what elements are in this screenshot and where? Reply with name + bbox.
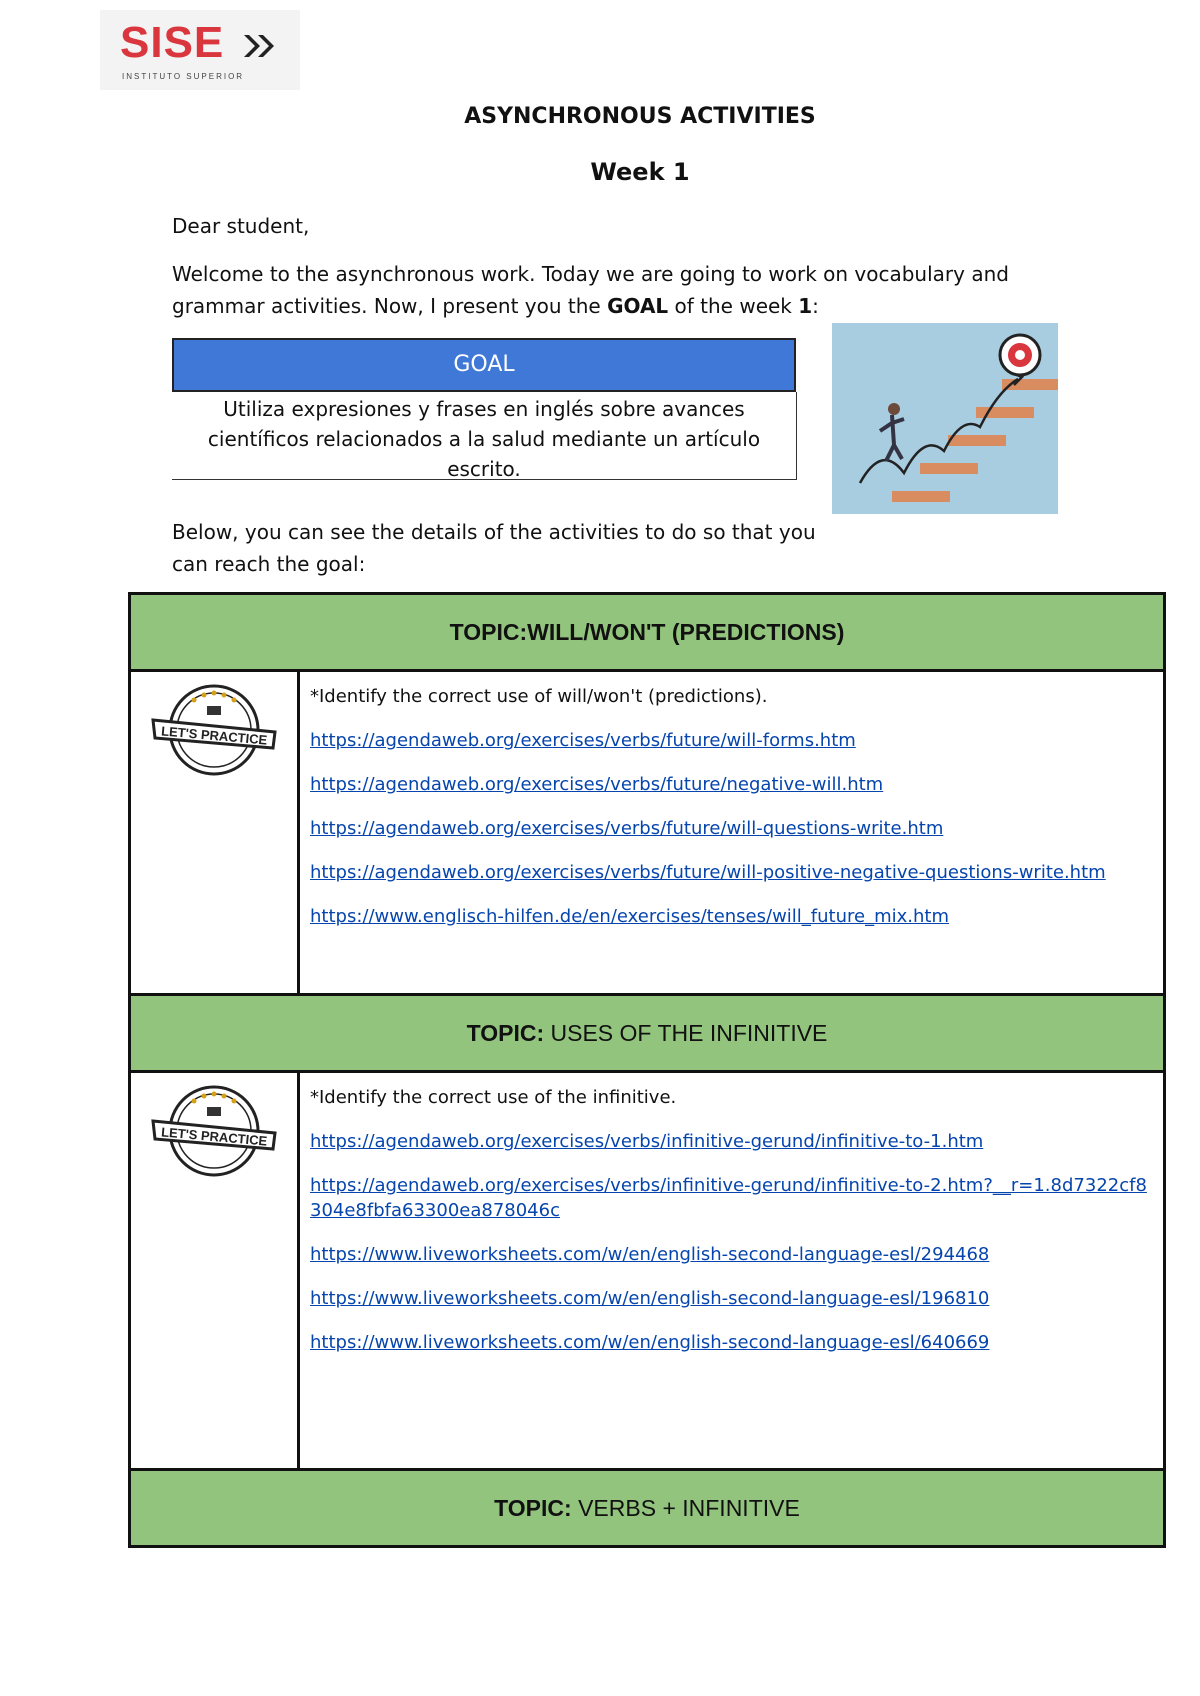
intro-line-2-pre: grammar activities. Now, I present you the [172, 294, 608, 318]
activity-cell [299, 1072, 1165, 1470]
goal-box [172, 338, 796, 483]
below-line-1: Below, you can see the details of the activities to do so that you [172, 520, 816, 544]
topic-name: USES OF THE INFINITIVE [544, 1019, 828, 1046]
topic-content-row [130, 1072, 1165, 1470]
goal-text [172, 392, 797, 480]
goal-text-line: Utiliza expresiones y frases en inglés sobre avances [223, 397, 745, 421]
goal-text-line: escrito. [447, 457, 521, 481]
intro-line-2-post: of the week [668, 294, 799, 318]
topics-table [128, 592, 1166, 1548]
topic-header-row [130, 1470, 1165, 1547]
exercise-link[interactable]: https://www.liveworksheets.com/w/en/english-second-language-esl/196810 [310, 1288, 990, 1309]
exercise-link[interactable]: https://www.liveworksheets.com/w/en/english-second-language-esl/640669 [310, 1332, 990, 1353]
topic-header [130, 1470, 1165, 1547]
exercise-link[interactable]: https://agendaweb.org/exercises/verbs/future/will-forms.htm [310, 730, 856, 751]
exercise-link[interactable]: https://agendaweb.org/exercises/verbs/infinitive-gerund/infinitive-to-2.htm?__r=1.8d7322cf8304e8fbfa63300ea878046c [310, 1175, 1147, 1221]
exercise-link[interactable]: https://agendaweb.org/exercises/verbs/future/will-positive-negative-questions-write.htm [310, 862, 1106, 883]
week-label: Week 1 [590, 158, 690, 186]
exercise-link[interactable]: https://agendaweb.org/exercises/verbs/infinitive-gerund/infinitive-to-1.htm [310, 1131, 984, 1152]
topic-header-row [130, 995, 1165, 1072]
badge-cell [130, 1072, 299, 1470]
activity-cell [299, 671, 1165, 995]
topic-label: TOPIC: [494, 1494, 572, 1521]
topic-name: WILL/WON'T (PREDICTIONS) [527, 618, 845, 645]
lets-practice-badge-icon [149, 680, 279, 780]
sise-logo [100, 10, 300, 90]
greeting: Dear student, [172, 214, 310, 238]
badge-label: LET'S PRACTICE [160, 1124, 268, 1149]
logo-subtitle: INSTITUTO SUPERIOR [122, 72, 245, 81]
stairs-target-illustration [832, 323, 1058, 514]
intro-line-1: Welcome to the asynchronous work. Today we are going to work on vocabulary and [172, 262, 1009, 286]
goal-word: GOAL [607, 294, 669, 318]
topic-content-row [130, 671, 1165, 995]
exercise-link[interactable]: https://www.englisch-hilfen.de/en/exercises/tenses/will_future_mix.htm [310, 906, 949, 927]
topic-header [130, 995, 1165, 1072]
week-number: 1 [798, 294, 813, 318]
topic-header [130, 594, 1165, 671]
intro-line-2 [172, 290, 819, 322]
badge-label: LET'S PRACTICE [160, 723, 268, 748]
logo-brand: SISE [120, 18, 225, 67]
chevrons-right-icon [242, 32, 278, 60]
topic-label: TOPIC: [449, 618, 528, 645]
exercise-link[interactable]: https://www.liveworksheets.com/w/en/english-second-language-esl/294468 [310, 1244, 990, 1265]
topic-label: TOPIC: [466, 1019, 545, 1046]
below-line-2: can reach the goal: [172, 552, 366, 576]
lets-practice-badge-icon [149, 1081, 279, 1181]
exercise-link[interactable]: https://agendaweb.org/exercises/verbs/future/will-questions-write.htm [310, 818, 944, 839]
goal-text-line: científicos relacionados a la salud mediante un artículo [207, 427, 761, 451]
activity-instruction: *Identify the correct use of will/won't (predictions). [310, 686, 768, 707]
topic-name: VERBS + INFINITIVE [571, 1494, 800, 1521]
page-title: ASYNCHRONOUS ACTIVITIES [464, 104, 816, 129]
exercise-link[interactable]: https://agendaweb.org/exercises/verbs/future/negative-will.htm [310, 774, 884, 795]
topic-header-row [130, 594, 1165, 671]
intro-line-2-end: : [812, 294, 819, 318]
activity-instruction: *Identify the correct use of the infinitive. [310, 1087, 677, 1108]
goal-heading: GOAL [172, 338, 796, 392]
badge-cell [130, 671, 299, 995]
